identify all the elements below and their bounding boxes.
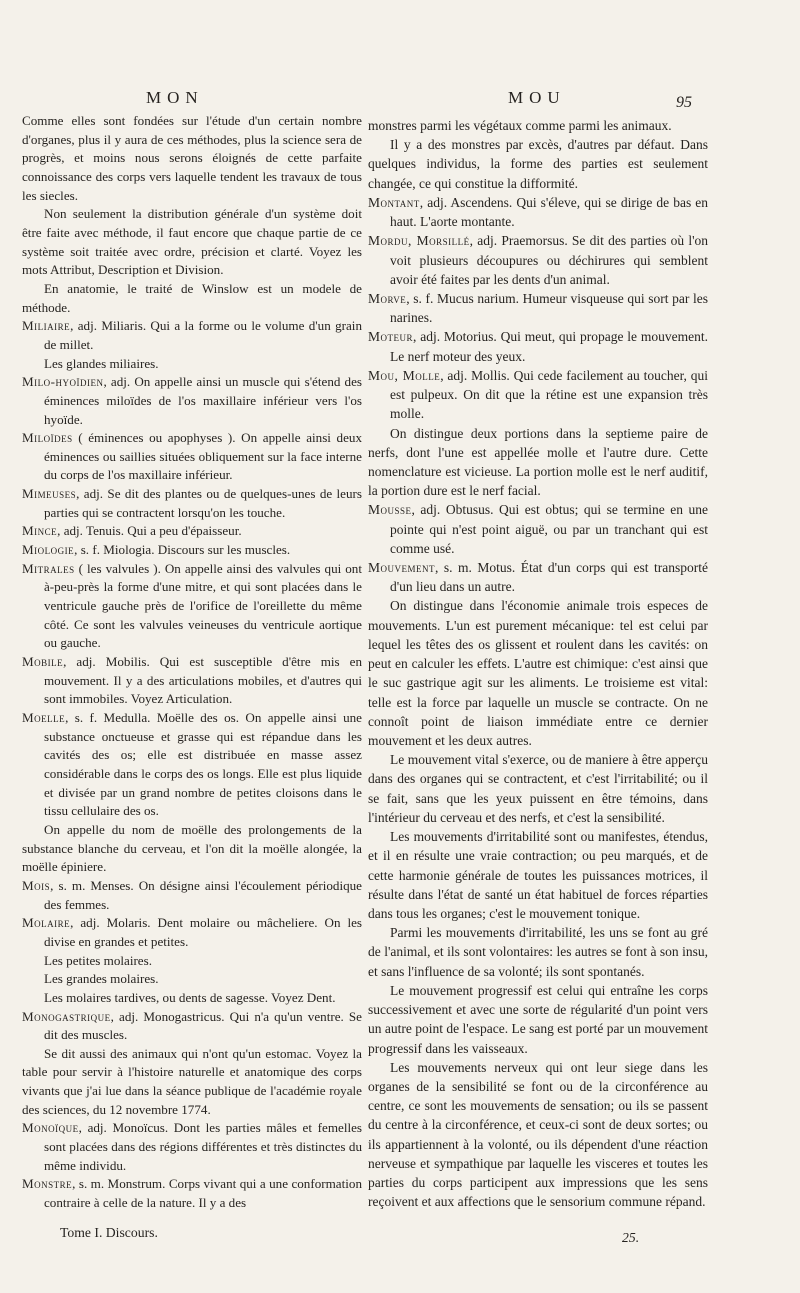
sub-item: Les petites molaires.	[44, 952, 152, 968]
dictionary-entry	[22, 429, 362, 485]
dictionary-entry	[22, 485, 362, 522]
entry-headword: Mouvement	[368, 560, 435, 576]
dictionary-entry	[22, 1119, 362, 1175]
entry-definition: , adj. Tenuis. Qui a peu d'épaisseur.	[57, 523, 242, 539]
entry-headword: Montant	[368, 194, 420, 210]
entry-headword: Morve	[368, 290, 407, 306]
entry-headword: Moteur	[368, 329, 414, 345]
dictionary-entry	[22, 560, 362, 653]
entry-definition: , adj. Se dit des plantes ou de quelques-unes de leurs parties qui se contractent lorsqu'on les touche.	[44, 486, 362, 520]
entry-definition: , adj. Mobilis. Qui est susceptible d'être mis en mouvement. Il y a des articulations mobiles, et d'autres qui sont immobiles. Voyez Articulation.	[44, 654, 362, 707]
volume-footer: Tome I. Discours.	[60, 1225, 158, 1240]
dictionary-entry	[22, 877, 362, 914]
paragraph: Le mouvement vital s'exerce, ou de maniere à être apperçu dans des organes qui se contractent, et c'est l'irritabilité; ou il se fait, sans que les yeux puissent en être témoins, dans l'intérieur du cerveau et des nerfs, et c'est la sensibilité.	[368, 752, 708, 825]
dictionary-entry	[368, 366, 708, 424]
dictionary-entry	[22, 653, 362, 709]
entry-headword: Monstre	[22, 1176, 73, 1192]
entry-definition: , adj. Obtusus. Qui est obtus; qui se termine en une pointe qui n'est point aiguë, ou par un tranchant qui est comme usé.	[390, 502, 708, 556]
paragraph: Les molaires tardives, ou dents de sagesse. Voyez Dent.	[44, 989, 336, 1005]
entry-definition: , adj. On appelle ainsi un muscle qui s'étend des éminences miloïdes de l'os maxillaire inférieur vers l'os hyoïde.	[44, 374, 362, 427]
entry-definition: , adj. Motorius. Qui meut, qui propage le mouvement. Le nerf moteur des yeux.	[390, 329, 708, 364]
entry-headword: Mois	[22, 877, 51, 893]
paragraph: On distingue dans l'économie animale trois especes de mouvements. L'un est purement mécanique: tel est celui par lequel les têtes des os glissent et roulent dans les cavités: on peut en calculer les effets. L'autre est chimique: c'est ainsi que le suc gastrique agit sur les aliments. Le troisieme est vital: telle est la force par laquelle un muscle se contracte. On ne connoît point de liaison immédiate entre ce dernier mouvement et les deux autres.	[368, 598, 708, 748]
dictionary-entry	[368, 327, 708, 365]
entry-headword: Monoïque	[22, 1120, 79, 1136]
paragraph: Le mouvement progressif est celui qui entraîne les corps successivement et avec une sorte de régularité d'un point vers un autre point de l'espace. Le sang est porté par un mouvement progressif dans les vaisseaux.	[368, 982, 708, 1056]
entry-headword: Mobile	[22, 654, 64, 670]
entry-definition: , adj. Molaris. Dent molaire ou mâcheliere. On les divise en grandes et petites.	[44, 915, 362, 949]
entry-headword: Moelle	[22, 710, 66, 725]
dictionary-entry	[22, 914, 362, 951]
entry-definition: , s. f. Miologia. Discours sur les muscles.	[74, 542, 291, 558]
dictionary-entry	[368, 193, 708, 231]
paragraph: Parmi les mouvements d'irritabilité, les uns se font au gré de l'animal, et ils sont volontaires: les autres se font à son insu, et sans l'influence de sa volonté; ils sont spontanés.	[368, 925, 708, 979]
entry-definition: , s. m. Monstrum. Corps vivant qui a une conformation contraire à celle de la nature. Il y a des	[44, 1176, 362, 1211]
paragraph: On appelle du nom de moëlle des prolongements de la substance blanche du cerveau, et l'on dit la moëlle alongée, la moëlle épiniere.	[22, 821, 362, 875]
dictionary-entry	[22, 709, 362, 821]
entry-definition: ( les valvules ). On appelle ainsi des valvules qui ont à-peu-près la forme d'une mitre, et qui sont placées dans le ventricule gauche près de l'orifice de l'oreillette du même côté. Ce sont les valvules veineuses du ventricule aortique ou gauche.	[44, 560, 362, 651]
paragraph: Non seulement la distribution générale d'un système doit être faite avec méthode, il faut encore que chaque partie de ce système soit traitée avec ordre, précision et clarté. Voyez les mots Attribut, Description et Division.	[22, 206, 362, 278]
entry-headword: Mince	[22, 523, 58, 539]
entry-definition: , s. m. Motus. État d'un corps qui est transporté d'un lieu dans un autre.	[390, 560, 708, 595]
entry-definition: , adj. Praemorsus. Se dit des parties où l'on voit plusieurs découpures ou déchirures qui semblent avoir été faites par les dents d'un animal.	[390, 233, 708, 287]
entry-headword: Mordu, Morsillé	[368, 233, 470, 249]
entry-definition: , adj. Ascendens. Qui s'éleve, qui se dirige de bas en haut. L'aorte montante.	[390, 194, 708, 230]
right-column	[368, 116, 708, 1211]
entry-headword: Miliaire	[22, 318, 71, 334]
entry-headword: Miloïdes	[22, 430, 73, 446]
entry-definition: , s. f. Medulla. Moëlle des os. On appelle ainsi une substance onctueuse et grasse qui est répandue dans les cavités des os; elle est distribuée en masse assez considérable dans le corps des os longs. Elle est plus liquide et divisée par un grand nombre de petites cloisons dans le tissu cellulaire des os.	[44, 710, 362, 819]
sub-item: Les glandes miliaires.	[44, 355, 159, 371]
paragraph: Se dit aussi des animaux qui n'ont qu'un estomac. Voyez la table pour servir à l'histoire naturelle et anatomique des corps vivants que j'ai lue dans la séance publique de l'académie royale des sciences, du 12 novembre 1774.	[22, 1045, 362, 1117]
entry-definition: , adj. Monogastricus. Qui n'a qu'un ventre. Se dit des muscles.	[44, 1008, 362, 1043]
entry-headword: Molaire	[22, 915, 71, 931]
left-column	[22, 112, 362, 1213]
running-head-right: MOU	[508, 88, 566, 107]
entry-headword: Mimeuses	[22, 486, 77, 502]
sub-item: Les grandes molaires.	[44, 971, 159, 987]
signature-mark: 25.	[622, 1230, 640, 1245]
paragraph: Les mouvements nerveux qui ont leur siege dans les organes de la sensibilité se font ou de la circonférence au centre, ce sont les mouvements de sensation; ou ils se passent du centre à la circonférence, et ceux-ci sont de deux sortes; ou ils appartiennent à la volonté, ou ils dépendent d'une réaction nerveuse et sympathique par laquelle les visceres et toutes les parties du corps participent aux impressions que les sens reçoivent et aux affections que le sensorium commune répand.	[368, 1059, 708, 1210]
entry-definition: , s. m. Menses. On désigne ainsi l'écoulement périodique des femmes.	[44, 877, 362, 912]
page-number: 95	[676, 94, 692, 111]
entry-headword: Mousse	[368, 502, 412, 518]
dictionary-entry	[368, 231, 708, 289]
entry-definition: , adj. Monoïcus. Dont les parties mâles et femelles sont placées dans des régions différentes et très distinctes du même individu.	[44, 1120, 362, 1173]
entry-definition: ( éminences ou apophyses ). On appelle ainsi deux éminences ou saillies situées obliquement sur la face interne du corps de l'os maxillaire inférieur.	[44, 430, 362, 483]
running-head-left: MON	[146, 88, 204, 107]
paragraph: Il y a des monstres par excès, d'autres par défaut. Dans quelques individus, la forme des parties est seulement changée, ce qui constitue la difformité.	[368, 137, 708, 191]
dictionary-entry	[22, 1008, 362, 1045]
paragraph: Comme elles sont fondées sur l'étude d'un certain nombre d'organes, plus il y aura de ces méthodes, plus la science sera de progrès, et moins nous serons éloignés de cette parfaite connoissance des corps vers laquelle tendent les travaux de tous les siecles.	[22, 113, 362, 203]
entry-definition: , adj. Miliaris. Qui a la forme ou le volume d'un grain de millet.	[44, 318, 362, 352]
paragraph: En anatomie, le traité de Winslow est un modele de méthode.	[22, 280, 362, 315]
entry-definition: , adj. Mollis. Qui cede facilement au toucher, qui est pulpeux. On dit que la rétine est une expansion très molle.	[390, 367, 708, 422]
dictionary-entry	[368, 558, 708, 596]
entry-headword: Mou, Molle	[368, 367, 441, 383]
dictionary-entry	[368, 500, 708, 558]
dictionary-entry	[22, 317, 362, 354]
paragraph: monstres parmi les végétaux comme parmi les animaux.	[368, 118, 672, 133]
dictionary-entry	[22, 1175, 362, 1212]
dictionary-entry	[22, 541, 362, 560]
paragraph: On distingue deux portions dans la septieme paire de nerfs, dont l'une est appellée molle et l'autre dure. Cette nomenclature est vicieuse. La portion molle est le nerf auditif, la portion dure est le nerf facial.	[368, 425, 708, 499]
paragraph: Les mouvements d'irritabilité sont ou manifestes, étendus, et il en résulte une vraie contraction; ou peu marqués, et de cette harmonie générale de toutes les puissances motrices, il résulte dans l'état de santé un état habituel de forces réparties dans tous les organes; c'est le mouvement tonique.	[368, 829, 708, 921]
dictionary-entry	[22, 522, 362, 541]
dictionary-entry	[22, 373, 362, 429]
entry-headword: Milo-hyoïdien	[22, 374, 104, 390]
entry-headword: Monogastrique	[22, 1008, 111, 1024]
entry-headword: Miologie	[22, 542, 75, 558]
dictionary-entry	[368, 289, 708, 327]
entry-definition: , s. f. Mucus narium. Humeur visqueuse qui sort par les narines.	[390, 290, 708, 326]
entry-headword: Mitrales	[22, 560, 75, 576]
